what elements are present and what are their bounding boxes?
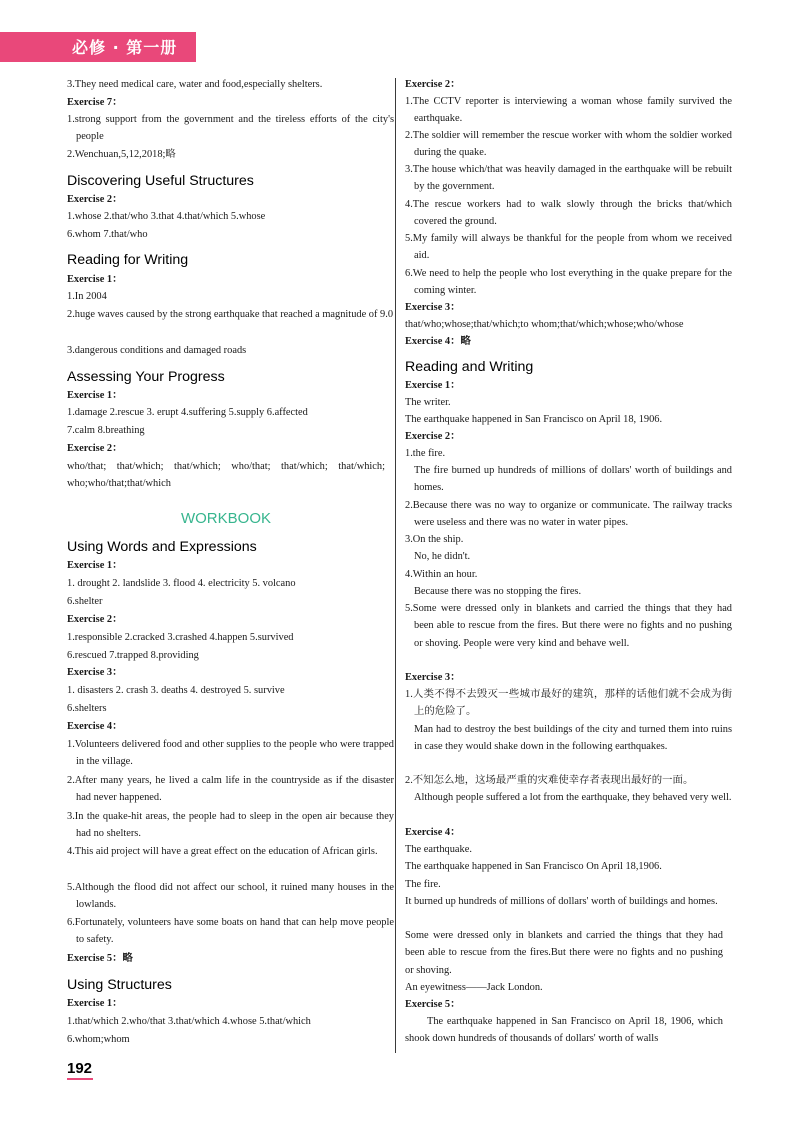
answer-item: 4.This aid project will have a great effect on the education of African girls. bbox=[67, 846, 378, 857]
exercise-label: Exercise 4： bbox=[405, 827, 461, 838]
exercise-label: Exercise 3： bbox=[67, 667, 123, 678]
answer-item: 4.The rescue workers had to walk slowly through the bricks that/which covered the ground. bbox=[405, 199, 732, 228]
header-label: 必修 · 第一册 bbox=[72, 38, 178, 57]
answer-line: 4.Within an hour. bbox=[405, 569, 478, 580]
page-number-underline bbox=[67, 1078, 93, 1080]
answer-line: The fire. bbox=[405, 879, 441, 890]
exercise-label: Exercise 5：略 bbox=[67, 953, 133, 964]
answer-item: 5.Some were dressed only in blankets and carried the things that they had been able to rescue from the fires. But there were no fights and no pushing or shoving. People were very kind and behave well. bbox=[405, 603, 732, 649]
answer-line: 6.whom 7.that/who bbox=[67, 229, 148, 240]
exercise-label: Exercise 4：略 bbox=[405, 336, 471, 347]
answer-line: 7.calm 8.breathing bbox=[67, 425, 145, 436]
answer-item: 3.The house which/that was heavily damaged in the earthquake will be rebuilt by the government. bbox=[405, 164, 732, 193]
exercise-label: Exercise 1： bbox=[67, 998, 123, 1009]
answer-item: 5.Although the flood did not affect our school, it ruined many houses in the lowlands. bbox=[67, 882, 394, 911]
answer-item: 2.The soldier will remember the rescue worker with whom the soldier worked during the quake. bbox=[405, 130, 732, 159]
answer-item: Some were dressed only in blankets and carried the things that they had been able to rescue from the fires.But there were no fights and no pushing or shoving. bbox=[405, 930, 723, 976]
answer-line: No, he didn't. bbox=[414, 551, 471, 562]
exercise-label: Exercise 2： bbox=[67, 443, 123, 454]
exercise-label: Exercise 3： bbox=[405, 672, 461, 683]
answer-item: 6.We need to help the people who lost everything in the quake prepare for the coming winter. bbox=[405, 268, 732, 297]
exercise-label: Exercise 2： bbox=[405, 79, 461, 90]
exercise-label: Exercise 5： bbox=[405, 999, 461, 1010]
answer-item: 2.不知怎么地，这场最严重的灾难使幸存者表现出最好的一面。 bbox=[405, 775, 694, 786]
answer-line: that/who;whose;that/which;to whom;that/which;whose;who/whose bbox=[405, 319, 684, 330]
answer-line: The writer. bbox=[405, 397, 451, 408]
answer-line: 6.whom;whom bbox=[67, 1034, 130, 1045]
exercise-label: Exercise 4： bbox=[67, 721, 123, 732]
answer-item: 1.Volunteers delivered food and other supplies to the people who were trapped in the village. bbox=[67, 739, 394, 768]
exercise-label: Exercise 1： bbox=[67, 390, 123, 401]
answer-line: 1. drought 2. landslide 3. flood 4. electricity 5. volcano bbox=[67, 578, 296, 589]
answer-item: It burned up hundreds of millions of dollars' worth of buildings and homes. bbox=[405, 896, 718, 907]
exercise-label: Exercise 1： bbox=[67, 274, 123, 285]
answer-item: 1.The CCTV reporter is interviewing a woman whose family survived the earthquake. bbox=[405, 96, 732, 125]
exercise-label: Exercise 3： bbox=[405, 302, 461, 313]
column-divider bbox=[395, 78, 396, 1053]
answer-line: 1.that/which 2.who/that 3.that/which 4.whose 5.that/which bbox=[67, 1016, 311, 1027]
answer-line: An eyewitness——Jack London. bbox=[405, 982, 543, 993]
answer-line: 1.the fire. bbox=[405, 448, 446, 459]
answer-line: The earthquake. bbox=[405, 844, 472, 855]
exercise-label: Exercise 1： bbox=[67, 560, 123, 571]
section-heading: Reading for Writing bbox=[67, 252, 189, 268]
answer-item: 2.Because there was no way to organize or communicate. The railway tracks were useless and there was no water in water pipes. bbox=[405, 500, 732, 529]
answer-item: 5.My family will always be thankful for the people from whom we received aid. bbox=[405, 233, 732, 262]
answer-line: 6.shelters bbox=[67, 703, 107, 714]
answer-item: who/that; that/which; that/which; who/that; that/which; that/which; who;who/that;that/which bbox=[67, 461, 385, 490]
answer-line: The earthquake happened in San Francisco On April 18,1906. bbox=[405, 861, 662, 872]
answer-line: 3.dangerous conditions and damaged roads bbox=[67, 345, 247, 356]
answer-line: 1.whose 2.that/who 3.that 4.that/which 5.whose bbox=[67, 211, 266, 222]
answer-line: 1. disasters 2. crash 3. deaths 4. destroyed 5. survive bbox=[67, 685, 285, 696]
answer-line: 1.damage 2.rescue 3. erupt 4.suffering 5.supply 6.affected bbox=[67, 407, 308, 418]
section-heading: Assessing Your Progress bbox=[67, 369, 225, 385]
page-number: 192 bbox=[67, 1060, 93, 1077]
exercise-label: Exercise 2： bbox=[405, 431, 461, 442]
section-heading: Using Words and Expressions bbox=[67, 539, 257, 555]
answer-line: 1.In 2004 bbox=[67, 291, 107, 302]
answer-line: The earthquake happened in San Francisco on April 18, 1906. bbox=[405, 414, 663, 425]
answer-item: 2.huge waves caused by the strong earthquake that reached a magnitude of 9.0 bbox=[67, 309, 394, 320]
answer-item: 2.After many years, he lived a calm life in the countryside as if the disaster had never happened. bbox=[67, 775, 394, 804]
exercise-label: Exercise 1： bbox=[405, 380, 461, 391]
answer-item: Although people suffered a lot from the earthquake, they behaved very well. bbox=[414, 792, 732, 803]
workbook-title: WORKBOOK bbox=[180, 510, 271, 527]
answer-line: Because there was no stopping the fires. bbox=[414, 586, 582, 597]
answer-item: The fire burned up hundreds of millions of dollars' worth of buildings and homes. bbox=[414, 465, 732, 494]
answer-line: 3.They need medical care, water and food,especially shelters. bbox=[67, 79, 323, 90]
exercise-label: Exercise 2： bbox=[67, 194, 123, 205]
section-heading: Discovering Useful Structures bbox=[67, 173, 254, 189]
answer-paragraph: The earthquake happened in San Francisco on April 18, 1906, which shook down hundreds of thousands of dollars' worth of walls bbox=[405, 1016, 723, 1045]
section-heading: Reading and Writing bbox=[405, 359, 534, 375]
answer-item: 3.In the quake-hit areas, the people had to sleep in the open air because they had no shelters. bbox=[67, 811, 394, 840]
answer-item: 1.人类不得不去毁灭一些城市最好的建筑，那样的话他们就不会成为街上的危险了。 bbox=[405, 689, 732, 718]
answer-item: 1.strong support from the government and the tireless efforts of the city's people bbox=[67, 114, 394, 143]
section-heading: Using Structures bbox=[67, 977, 172, 993]
answer-item: Man had to destroy the best buildings of the city and turned them into ruins in case they would shake down in the following earthquakes. bbox=[414, 724, 732, 753]
exercise-label: Exercise 2： bbox=[67, 614, 123, 625]
answer-line: 2.Wenchuan,5,12,2018;略 bbox=[67, 149, 176, 160]
answer-line: 1.responsible 2.cracked 3.crashed 4.happen 5.survived bbox=[67, 632, 294, 643]
answer-line: 6.rescued 7.trapped 8.providing bbox=[67, 650, 199, 661]
answer-line: 6.shelter bbox=[67, 596, 103, 607]
answer-line: 3.On the ship. bbox=[405, 534, 464, 545]
exercise-label: Exercise 7： bbox=[67, 97, 123, 108]
answer-item: 6.Fortunately, volunteers have some boats on hand that can help move people to safety. bbox=[67, 917, 394, 946]
